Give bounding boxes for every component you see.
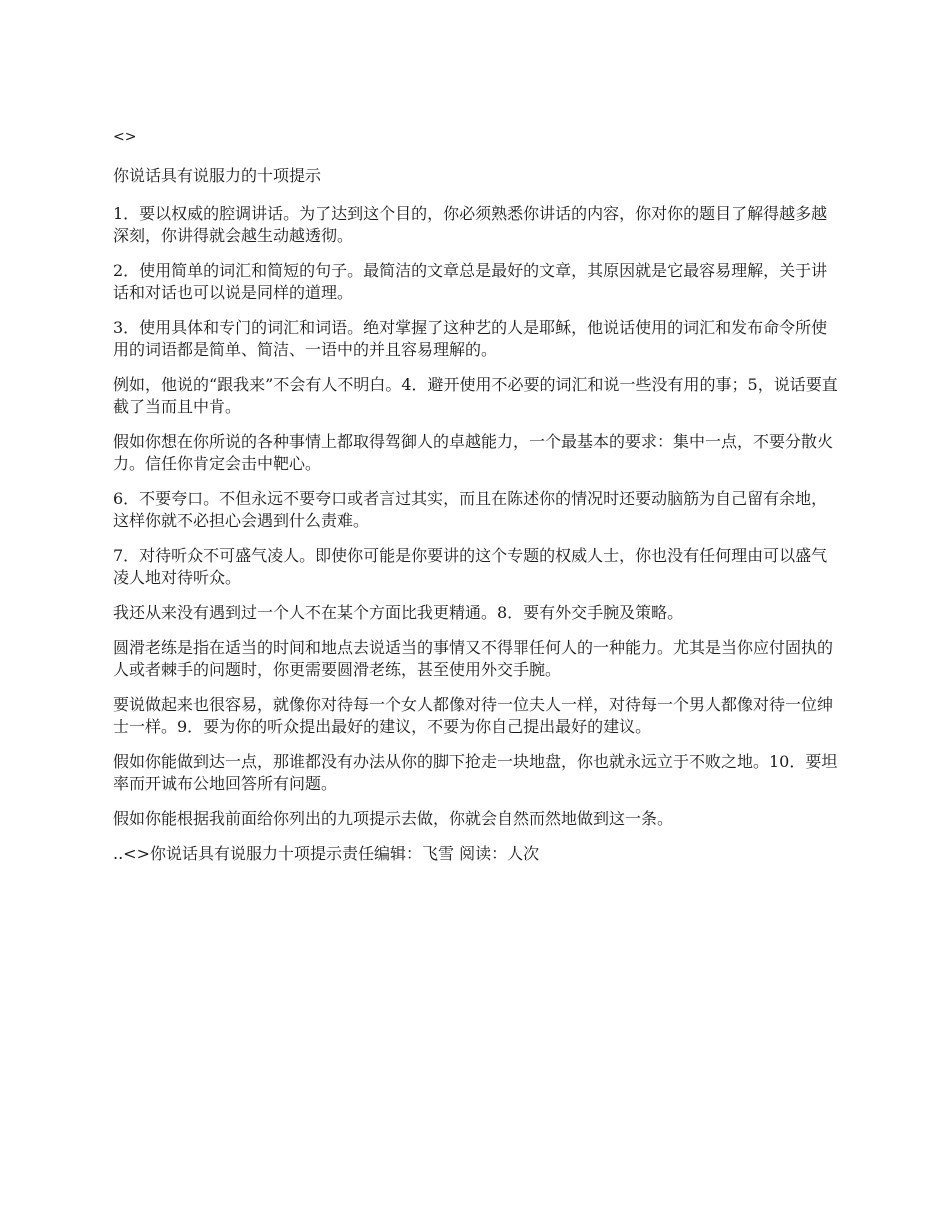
paragraph-tip-4-5: 例如，他说的“跟我来”不会有人不明白。4．避开使用不必要的词汇和说一些没有用的事；5，说话要直截了当而且中肯。	[113, 375, 838, 416]
article-title: 你说话具有说服力的十项提示	[113, 166, 322, 185]
paragraph-focus: 假如你想在你所说的各种事情上都取得驾御人的卓越能力，一个最基本的要求：集中一点，不要分散火力。信任你肯定会击中靶心。	[113, 432, 834, 473]
paragraph-tip-2: 2．使用简单的词汇和简短的句子。最简洁的文章总是最好的文章，其原因就是它最容易理解，关于讲话和对话也可以说是同样的道理。	[113, 261, 828, 302]
paragraph-tip-1: 1．要以权威的腔调讲话。为了达到这个目的，你必须熟悉你讲话的内容，你对你的题目了解得越多越深刻，你讲得就会越生动越透彻。	[113, 204, 828, 245]
paragraph-tip-3: 3．使用具体和专门的词汇和词语。绝对掌握了这种艺的人是耶稣，他说话使用的词汇和发布命令所使用的词语都是简单、简洁、一语中的并且容易理解的。	[113, 318, 828, 359]
paragraph-tact: 圆滑老练是指在适当的时间和地点去说适当的事情又不得罪任何人的一种能力。尤其是当你应付固执的人或者棘手的问题时，你更需要圆滑老练，甚至使用外交手腕。	[113, 638, 834, 679]
paragraph-tip-9: 要说做起来也很容易，就像你对待每一个女人都像对待一位夫人一样，对待每一个男人都像对待一位绅士一样。9．要为你的听众提出最好的建议，不要为你自己提出最好的建议。	[113, 695, 834, 736]
paragraph-tip-8: 我还从来没有遇到过一个人不在某个方面比我更精通。8．要有外交手腕及策略。	[113, 603, 684, 622]
paragraph-tip-10: 假如你能做到达一点，那谁都没有办法从你的脚下抢走一块地盘，你也就永远立于不败之地。10．要坦率而开诚布公地回答所有问题。	[113, 752, 838, 793]
angle-bracket-marker: <>	[113, 129, 137, 145]
paragraph-tip-6: 6．不要夸口。不但永远不要夸口或者言过其实，而且在陈述你的情况时还要动脑筋为自己留有余地，这样你就不必担心会遇到什么责难。	[113, 489, 828, 530]
article-body	[113, 203, 842, 865]
footer-editor-line: ..<>你说话具有说服力十项提示责任编辑：飞雪 阅读：人次	[113, 844, 540, 863]
paragraph-tip-7: 7．对待听众不可盛气凌人。即使你可能是你要讲的这个专题的权威人士，你也没有任何理由可以盛气凌人地对待听众。	[113, 546, 828, 587]
paragraph-conclusion: 假如你能根据我前面给你列出的九项提示去做，你就会自然而然地做到这一条。	[113, 809, 674, 828]
